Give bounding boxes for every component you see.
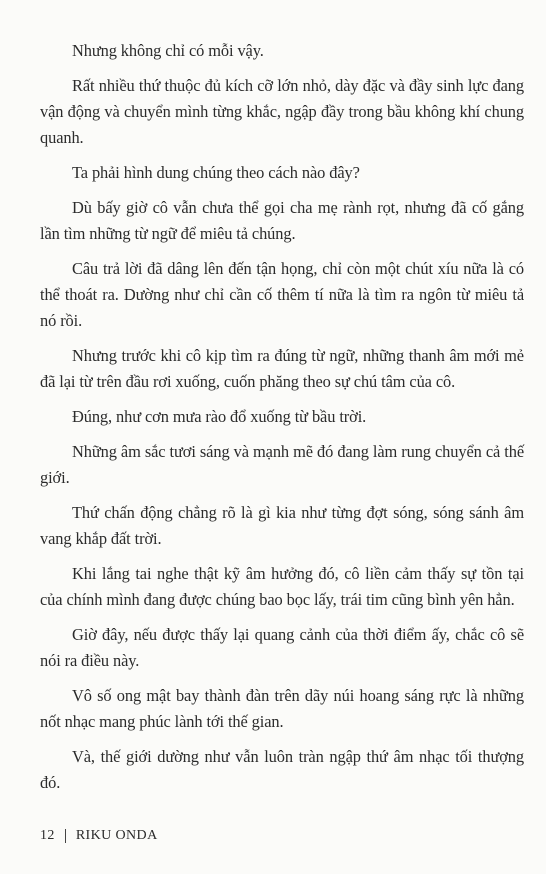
page-footer	[40, 828, 158, 844]
running-head-author: RIKU ONDA	[75, 828, 158, 843]
paragraph-1: Nhưng không chỉ có mỗi vậy.	[72, 41, 264, 60]
paragraph-13: Và, thế giới dường như vẫn luôn tràn ngập thứ âm nhạc tối thượng đó.	[40, 747, 524, 792]
paragraph-8: Những âm sắc tươi sáng và mạnh mẽ đó đang làm rung chuyển cả thế giới.	[40, 442, 524, 487]
paragraph-12: Vô số ong mật bay thành đàn trên dãy núi hoang sáng rực là những nốt nhạc mang phúc lành tới thế gian.	[40, 686, 524, 731]
paragraph-4: Dù bấy giờ cô vẫn chưa thể gọi cha mẹ rành rọt, nhưng đã cố gắng lần tìm những từ ngữ để miêu tả chúng.	[40, 198, 524, 243]
paragraph-10: Khi lắng tai nghe thật kỹ âm hưởng đó, cô liền cảm thấy sự tồn tại của chính mình đang được chúng bao bọc lấy, trái tim cũng bình yên hẳn.	[40, 564, 524, 609]
page-body	[40, 38, 524, 805]
paragraph-7: Đúng, như cơn mưa rào đổ xuống từ bầu trời.	[72, 407, 367, 426]
footer-divider	[65, 829, 66, 843]
paragraph-9: Thứ chấn động chẳng rõ là gì kia như từng đợt sóng, sóng sánh âm vang khắp đất trời.	[40, 503, 524, 548]
paragraph-2: Rất nhiều thứ thuộc đủ kích cỡ lớn nhỏ, dày đặc và đầy sinh lực đang vận động và chuyển mình từng khắc, ngập đầy trong bầu không khí chung quanh.	[40, 76, 524, 147]
paragraph-3: Ta phải hình dung chúng theo cách nào đây?	[72, 163, 360, 182]
paragraph-11: Giờ đây, nếu được thấy lại quang cảnh của thời điểm ấy, chắc cô sẽ nói ra điều này.	[40, 625, 524, 670]
paragraph-5: Câu trả lời đã dâng lên đến tận họng, chỉ còn một chút xíu nữa là có thể thoát ra. Dường như chỉ cần cố thêm tí nữa là tìm ra ngôn từ miêu tả nó rồi.	[40, 259, 524, 330]
page-number: 12	[40, 828, 55, 843]
paragraph-6: Nhưng trước khi cô kịp tìm ra đúng từ ngữ, những thanh âm mới mẻ đã lại từ trên đầu rơi xuống, cuốn phăng theo sự chú tâm của cô.	[40, 346, 524, 391]
